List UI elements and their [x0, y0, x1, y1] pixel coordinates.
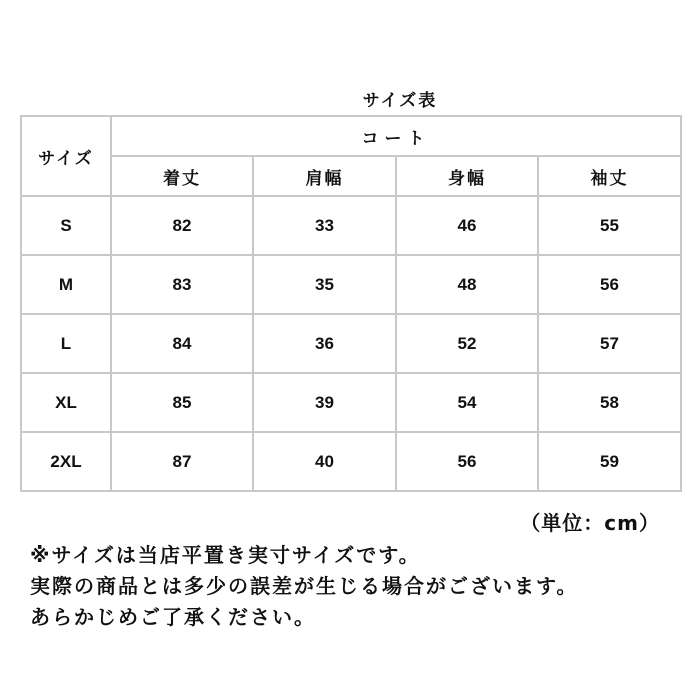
table-cell: 54 — [396, 373, 538, 432]
size-note: ※サイズは当店平置き実寸サイズです。 — [30, 543, 421, 567]
column-header-sleeve: 袖丈 — [538, 156, 681, 196]
table-cell: 52 — [396, 314, 538, 373]
table-cell: 84 — [111, 314, 253, 373]
size-note: 実際の商品とは多少の誤差が生じる場合がございます。 — [30, 574, 579, 598]
table-row — [21, 373, 681, 432]
table-cell: 56 — [538, 255, 681, 314]
unit-note: （単位：cm） — [520, 511, 660, 535]
size-table — [20, 115, 682, 492]
table-cell: 57 — [538, 314, 681, 373]
column-header-length: 着丈 — [111, 156, 253, 196]
table-cell: 85 — [111, 373, 253, 432]
header-row-columns — [21, 156, 681, 196]
size-cell: M — [21, 255, 111, 314]
size-cell: L — [21, 314, 111, 373]
table-cell: 39 — [253, 373, 396, 432]
size-cell: XL — [21, 373, 111, 432]
size-note: あらかじめご了承ください。 — [30, 605, 316, 629]
table-cell: 58 — [538, 373, 681, 432]
size-column-header: サイズ — [21, 116, 111, 196]
size-cell: 2XL — [21, 432, 111, 491]
size-cell: S — [21, 196, 111, 255]
table-row — [21, 255, 681, 314]
table-cell: 46 — [396, 196, 538, 255]
table-cell: 87 — [111, 432, 253, 491]
header-row-group — [21, 116, 681, 156]
table-cell: 36 — [253, 314, 396, 373]
table-row — [21, 314, 681, 373]
table-cell: 40 — [253, 432, 396, 491]
table-cell: 33 — [253, 196, 396, 255]
table-cell: 55 — [538, 196, 681, 255]
column-header-chest: 身幅 — [396, 156, 538, 196]
column-header-shoulder: 肩幅 — [253, 156, 396, 196]
table-cell: 82 — [111, 196, 253, 255]
page-title: サイズ表 — [362, 91, 438, 111]
table-cell: 56 — [396, 432, 538, 491]
table-row — [21, 196, 681, 255]
table-cell: 59 — [538, 432, 681, 491]
table-cell: 35 — [253, 255, 396, 314]
table-cell: 48 — [396, 255, 538, 314]
coat-group-header: コート — [111, 116, 681, 156]
table-cell: 83 — [111, 255, 253, 314]
table-row — [21, 432, 681, 491]
